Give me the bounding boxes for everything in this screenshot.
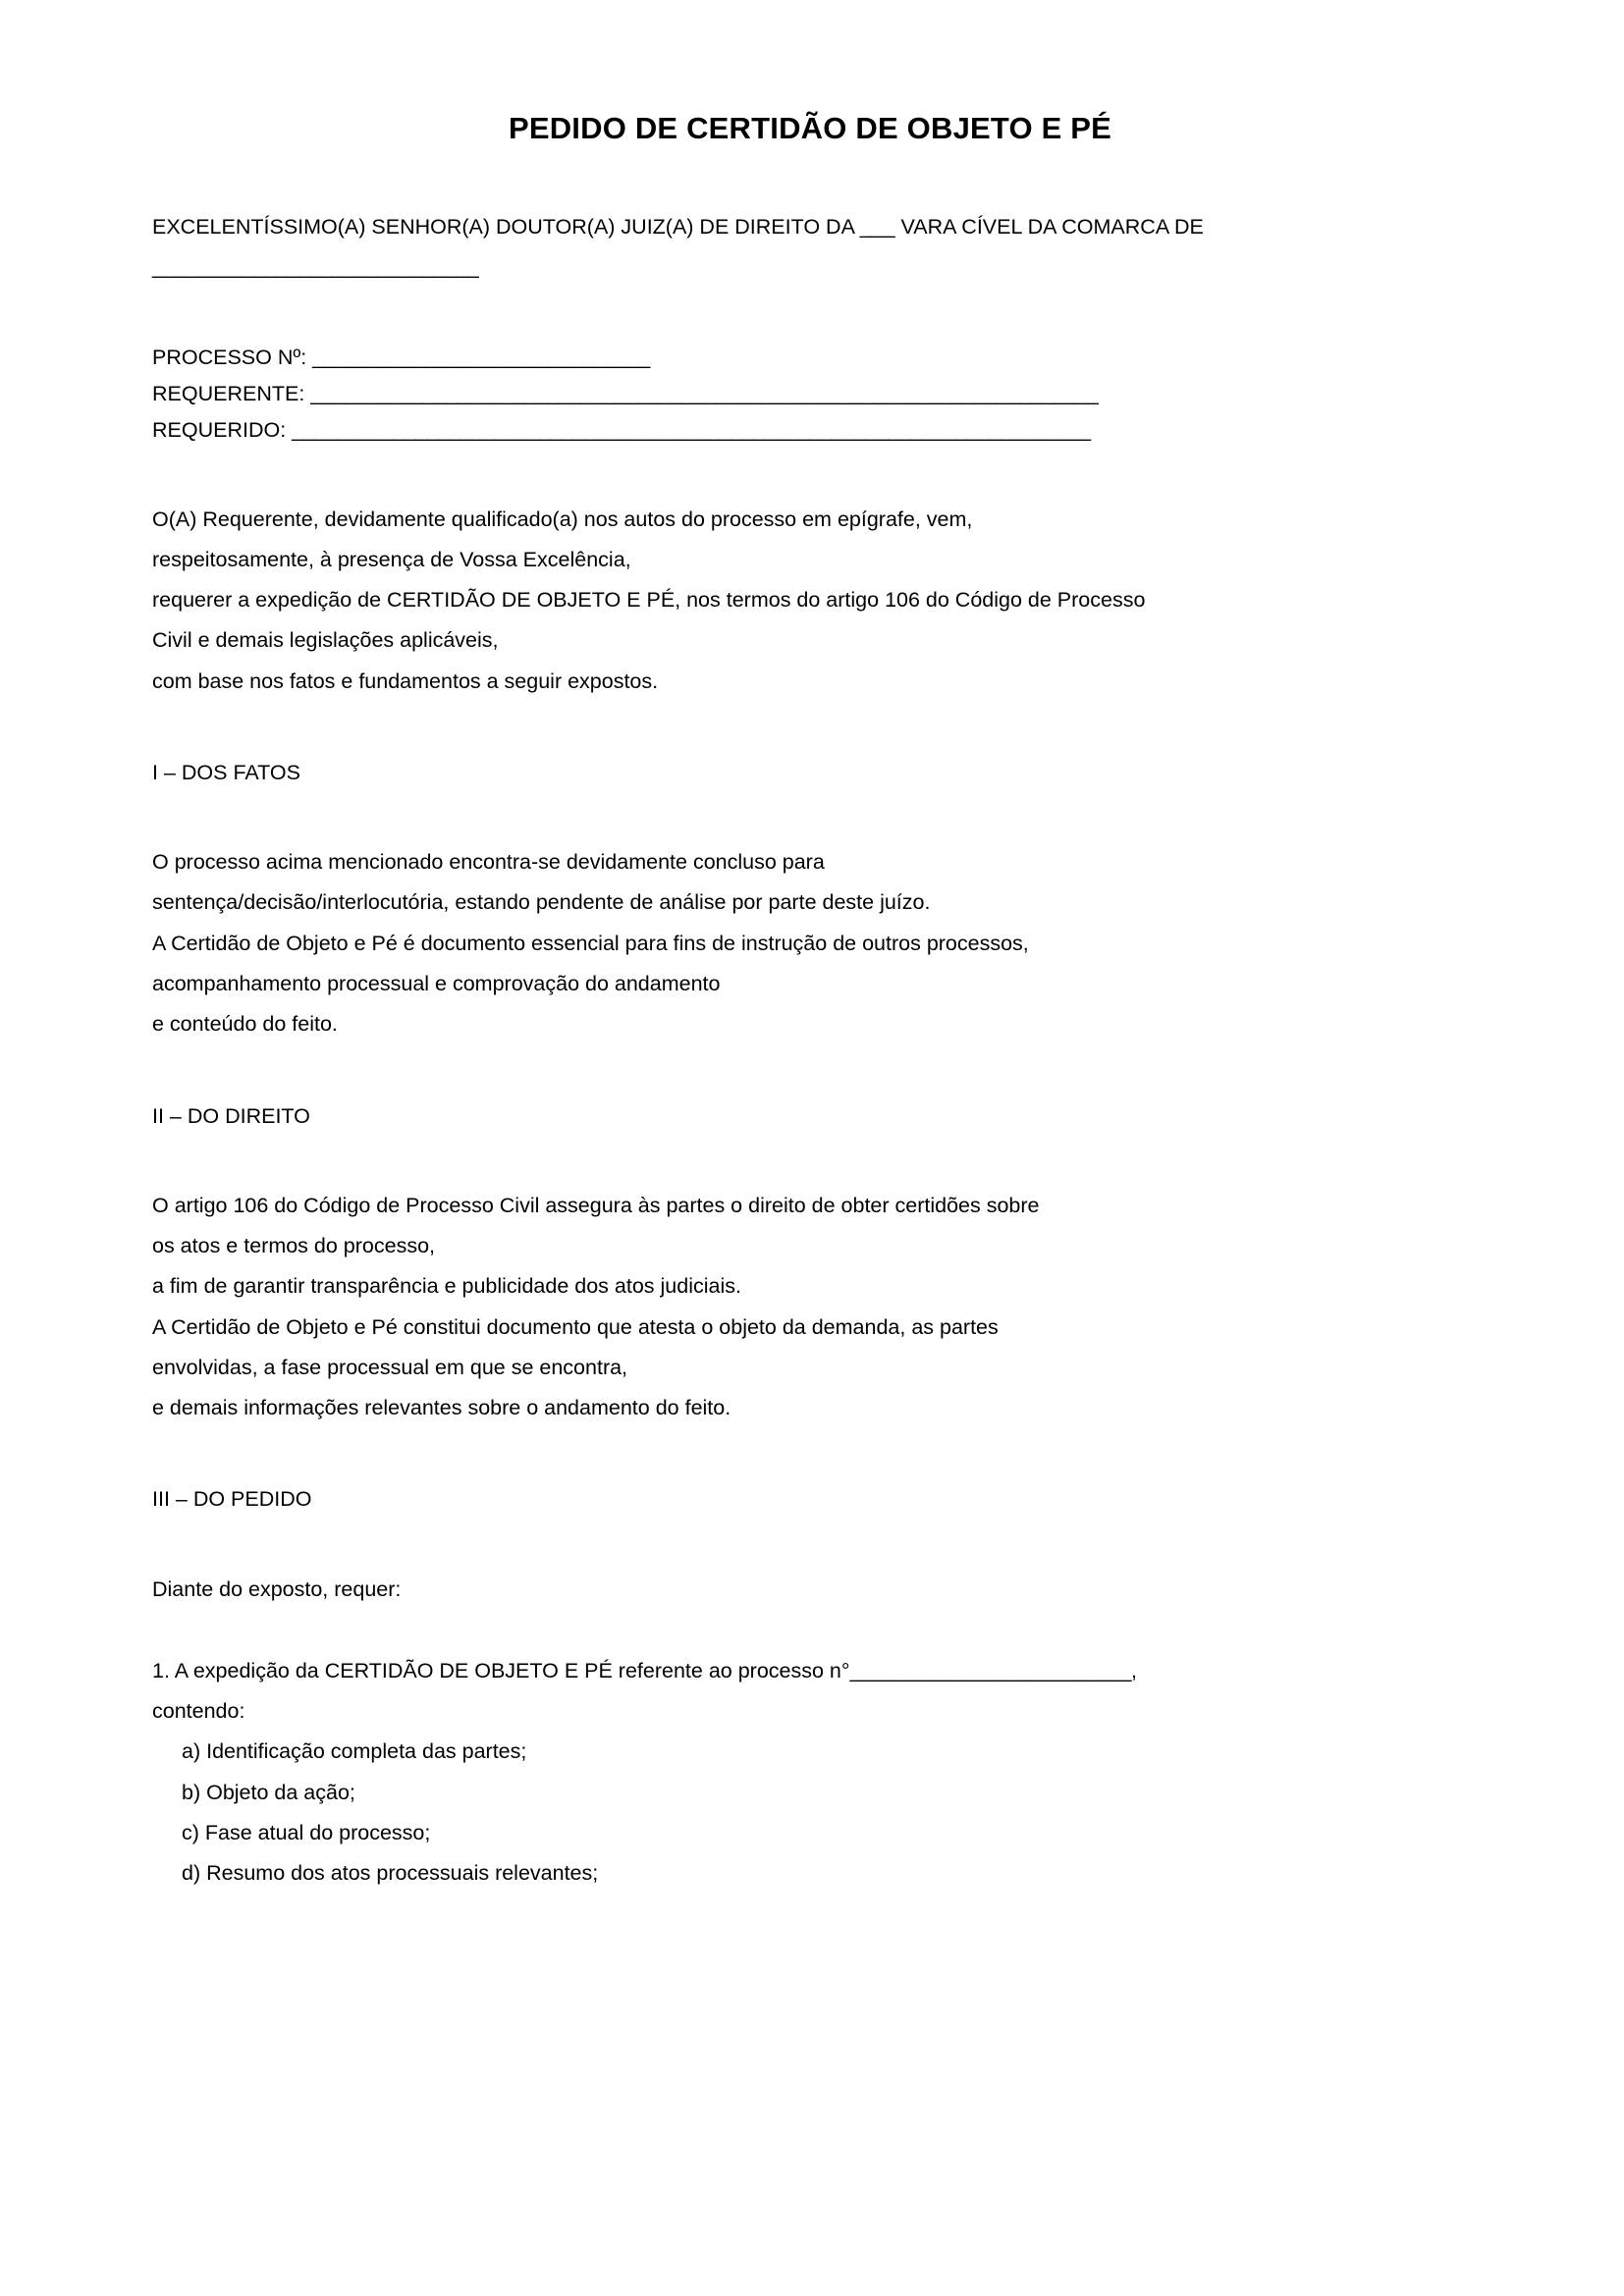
pedido-item-1-suffix: , <box>1130 1658 1137 1682</box>
section-body-dos-fatos <box>152 842 1468 1044</box>
section-line: a fim de garantir transparência e publicidade dos atos judiciais. <box>152 1274 741 1299</box>
pedido-item-1-blank: _________________________ <box>849 1658 1131 1682</box>
spacer <box>152 1610 1468 1651</box>
list-item: d) Resumo dos atos processuais relevantes; <box>182 1861 599 1886</box>
section-heading-do-direito: II – DO DIREITO <box>152 1103 310 1128</box>
pedido-intro-line: Diante do exposto, requer: <box>152 1576 402 1601</box>
case-identification-block <box>152 340 1468 449</box>
requerido-line <box>152 412 1468 449</box>
preamble-line: Civil e demais legislações aplicáveis, <box>152 628 499 653</box>
requerido-label: REQUERIDO: <box>152 417 287 442</box>
pedido-item-1 <box>152 1651 1468 1733</box>
section-line: e conteúdo do feito. <box>152 1012 338 1037</box>
section-line: O artigo 106 do Código de Processo Civil assegura às partes o direito de obter certidões sobre <box>152 1193 1040 1217</box>
section-line: envolvidas, a fase processual em que se encontra, <box>152 1355 628 1379</box>
addressee-block <box>152 207 1468 289</box>
processo-line <box>152 340 1468 376</box>
list-item: a) Identificação completa das partes; <box>182 1739 527 1764</box>
processo-label: PROCESSO Nº: <box>152 345 307 369</box>
addressee-line: EXCELENTÍSSIMO(A) SENHOR(A) DOUTOR(A) JUIZ(A) DE DIREITO DA ___ VARA CÍVEL DA COMARCA DE <box>152 215 1204 240</box>
section-heading-dos-fatos: I – DOS FATOS <box>152 760 300 784</box>
section-line: A Certidão de Objeto e Pé é documento essencial para fins de instrução de outros processos, <box>152 931 1029 955</box>
pedido-intro-block <box>152 1570 1468 1610</box>
processo-blank: ______________________________ <box>312 345 650 369</box>
section-line: A Certidão de Objeto e Pé constitui documento que atesta o objeto da demanda, as partes <box>152 1314 999 1339</box>
pedido-item-1-continuation: contendo: <box>152 1699 245 1724</box>
requerente-blank: ______________________________________________________________________ <box>310 381 1099 405</box>
requerente-line <box>152 376 1468 412</box>
addressee-blank-line: _____________________________ <box>152 255 479 280</box>
requerido-blank: _______________________________________________________________________ <box>292 417 1091 442</box>
preamble-line: com base nos fatos e fundamentos a seguir expostos. <box>152 668 659 693</box>
section-line: O processo acima mencionado encontra-se devidamente concluso para <box>152 850 825 875</box>
page-title: PEDIDO DE CERTIDÃO DE OBJETO E PÉ <box>508 111 1112 145</box>
section-line: e demais informações relevantes sobre o andamento do feito. <box>152 1396 731 1420</box>
section-heading-do-pedido: III – DO PEDIDO <box>152 1487 312 1512</box>
list-item: c) Fase atual do processo; <box>182 1821 431 1844</box>
section-line: acompanhamento processual e comprovação do andamento <box>152 972 721 996</box>
section-body-do-direito <box>152 1186 1468 1429</box>
preamble-line: respeitosamente, à presença de Vossa Excelência, <box>152 547 631 571</box>
section-line: sentença/decisão/interlocutória, estando pendente de análise por parte deste juízo. <box>152 890 931 915</box>
preamble-block <box>152 500 1468 702</box>
preamble-line: O(A) Requerente, devidamente qualificado(a) nos autos do processo em epígrafe, vem, <box>152 507 973 531</box>
list-item: b) Objeto da ação; <box>182 1780 355 1804</box>
document-content <box>152 0 1468 1895</box>
pedido-item-1-line <box>152 1651 1468 1691</box>
pedido-item-1-prefix: 1. A expedição da CERTIDÃO DE OBJETO E PÉ referente ao processo n° <box>152 1658 850 1682</box>
section-line: os atos e termos do processo, <box>152 1234 436 1258</box>
pedido-sub-items <box>152 1732 1468 1894</box>
requerente-label: REQUERENTE: <box>152 381 305 405</box>
preamble-line: requerer a expedição de CERTIDÃO DE OBJETO E PÉ, nos termos do artigo 106 do Código de Processo <box>152 588 1146 613</box>
